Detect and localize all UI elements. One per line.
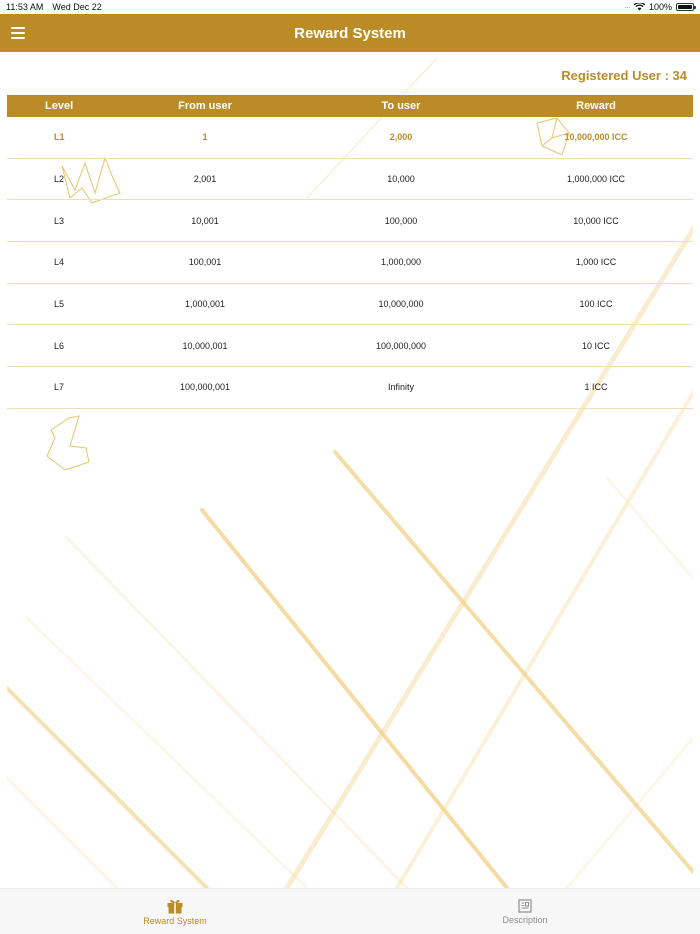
table-row[interactable] xyxy=(7,117,693,159)
cell-level: L5 xyxy=(54,299,65,310)
cell-level: L2 xyxy=(54,174,65,185)
table-row[interactable] xyxy=(7,284,693,326)
table-row[interactable] xyxy=(7,367,693,409)
cell-from-user: 10,000,001 xyxy=(182,340,228,351)
wifi-icon xyxy=(634,3,645,11)
cell-level: L3 xyxy=(54,215,65,226)
header-to-user: To user xyxy=(381,100,421,112)
cell-from-user: 1,000,001 xyxy=(184,299,226,310)
table-row[interactable] xyxy=(7,159,693,201)
cell-from-user: 10,001 xyxy=(191,215,219,226)
dots-icon: ··· xyxy=(623,2,630,12)
status-time: 11:53 AM xyxy=(6,2,44,12)
cell-reward: 10,000 ICC xyxy=(573,215,619,226)
cell-reward: 1,000,000 ICC xyxy=(566,174,626,185)
page-title: Reward System xyxy=(294,24,406,42)
tab-label-description: Description xyxy=(502,914,548,925)
cell-from-user: 100,001 xyxy=(188,257,222,268)
cell-level: L6 xyxy=(54,340,65,351)
cell-reward: 10,000,000 ICC xyxy=(564,132,628,143)
cell-reward: 10 ICC xyxy=(581,340,610,351)
table-row[interactable] xyxy=(7,200,693,242)
table-row[interactable] xyxy=(7,242,693,284)
header-from-user: From user xyxy=(178,100,232,112)
cell-from-user: 1 xyxy=(202,132,208,143)
gift-icon xyxy=(166,898,184,914)
tab-reward-system[interactable] xyxy=(0,889,350,934)
nav-bar xyxy=(0,14,700,52)
cell-from-user: 100,000,001 xyxy=(179,382,231,393)
document-icon xyxy=(518,899,532,913)
table-header xyxy=(7,95,693,117)
cell-to-user: 2,000 xyxy=(389,132,413,143)
tab-description[interactable] xyxy=(350,889,700,934)
status-date: Wed Dec 22 xyxy=(52,2,102,12)
cell-to-user: 10,000,000 xyxy=(378,299,424,310)
tab-label-reward-system: Reward System xyxy=(143,915,207,926)
cell-reward: 1 ICC xyxy=(584,382,608,393)
battery-percent: 100% xyxy=(648,2,672,12)
cell-to-user: 100,000,000 xyxy=(375,340,427,351)
cell-reward: 100 ICC xyxy=(579,299,613,310)
battery-icon xyxy=(676,3,694,11)
table-row[interactable] xyxy=(7,325,693,367)
hamburger-menu-icon[interactable] xyxy=(11,24,29,42)
cell-to-user: 10,000 xyxy=(387,174,415,185)
cell-reward: 1,000 ICC xyxy=(575,257,617,268)
tab-bar xyxy=(0,888,700,934)
main-content xyxy=(7,58,693,888)
cell-level: L1 xyxy=(54,132,65,143)
cell-level: L4 xyxy=(54,257,65,268)
reward-table xyxy=(7,95,693,409)
cell-level: L7 xyxy=(54,382,65,393)
cell-to-user: Infinity xyxy=(387,382,414,393)
status-bar xyxy=(0,0,700,14)
header-reward: Reward xyxy=(576,100,616,112)
cell-to-user: 1,000,000 xyxy=(380,257,422,268)
cell-to-user: 100,000 xyxy=(384,215,418,226)
registered-users-count: Registered User : 34 xyxy=(561,68,687,83)
cell-from-user: 2,001 xyxy=(193,174,217,185)
header-level: Level xyxy=(45,100,74,112)
